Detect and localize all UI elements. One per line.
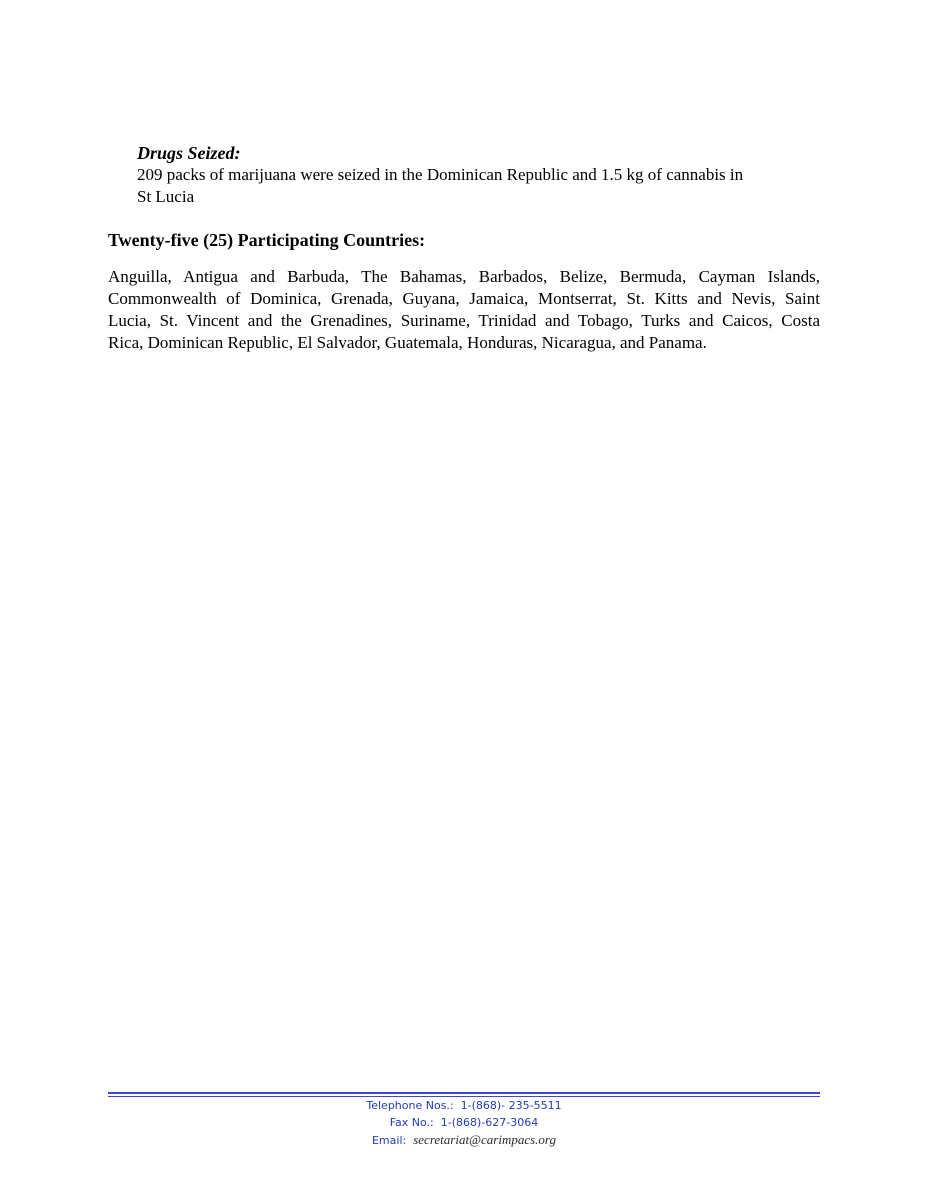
countries-line: Lucia, St. Vincent and the Grenadines, Suriname, Trinidad and Tobago, Turks and Caicos, Costa [108, 311, 820, 330]
footer-email [108, 1131, 820, 1149]
footer-divider [108, 1092, 820, 1094]
countries-line: Commonwealth of Dominica, Grenada, Guyana, Jamaica, Montserrat, St. Kitts and Nevis, Saint [108, 289, 820, 308]
fax-value: 1-(868)-627-3064 [440, 1116, 539, 1129]
countries-line: Rica, Dominican Republic, El Salvador, Guatemala, Honduras, Nicaragua, and Panama. [108, 333, 707, 352]
drugs-seized-paragraph [137, 164, 817, 208]
telephone-label: Telephone Nos.: [366, 1099, 454, 1112]
drugs-seized-line: 209 packs of marijuana were seized in the Dominican Republic and 1.5 kg of cannabis in [137, 165, 744, 184]
drugs-seized-line: St Lucia [137, 187, 195, 206]
footer-contact [108, 1097, 820, 1149]
fax-label: Fax No.: [389, 1116, 434, 1129]
participating-countries-heading: Twenty-five (25) Participating Countries: [108, 230, 426, 250]
participating-countries-paragraph [108, 266, 820, 354]
drugs-seized-heading: Drugs Seized: [137, 143, 241, 163]
email-link[interactable]: secretariat@carimpacs.org [413, 1132, 557, 1147]
email-label: Email: [371, 1134, 407, 1147]
telephone-value: 1-(868)- 235-5511 [460, 1099, 562, 1112]
footer-fax [108, 1114, 820, 1131]
footer-telephone [108, 1097, 820, 1114]
countries-line: Anguilla, Antigua and Barbuda, The Bahamas, Barbados, Belize, Bermuda, Cayman Islands, [108, 267, 820, 286]
